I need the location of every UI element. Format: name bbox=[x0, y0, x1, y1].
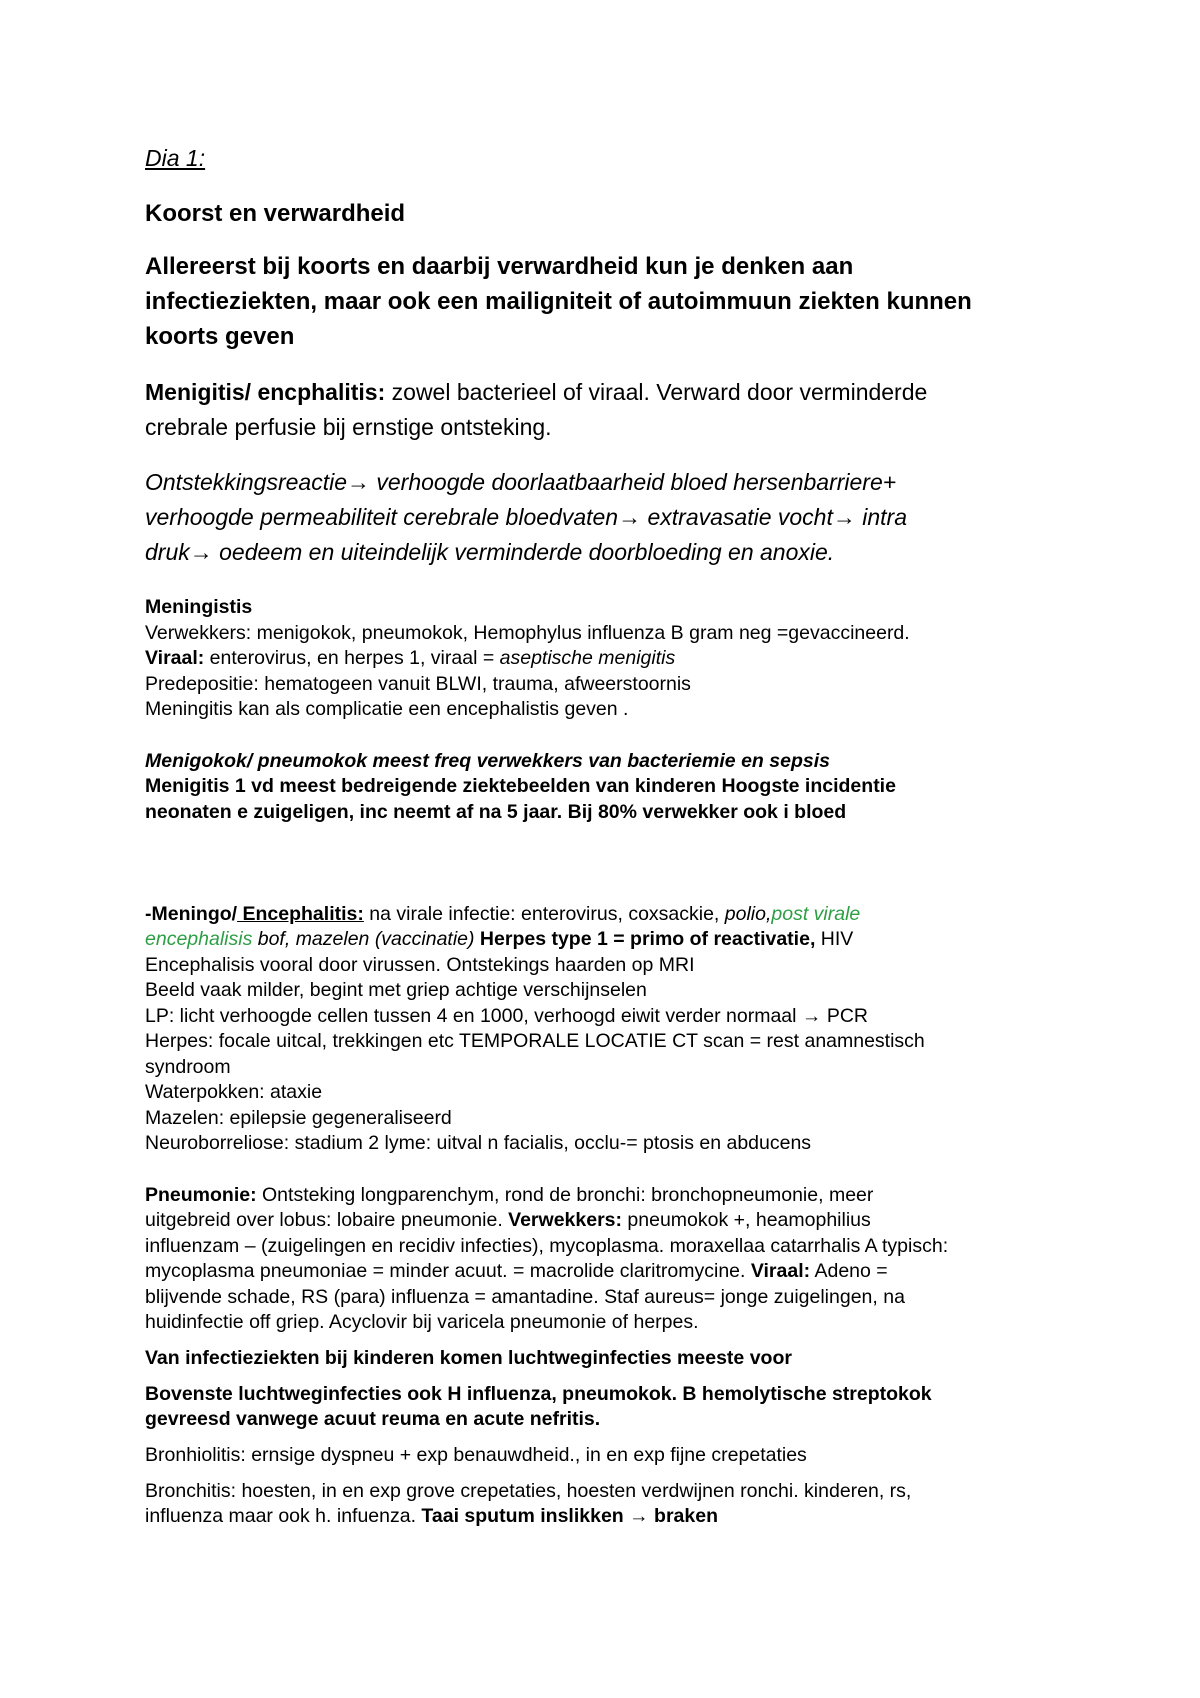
viraal-label: Viraal: bbox=[145, 647, 205, 669]
arrow-right-icon: → bbox=[618, 504, 642, 530]
encephalitis-line-9: Mazelen: epilepsie gegeneraliseerd bbox=[145, 1107, 452, 1129]
pathway-line-2 bbox=[145, 499, 907, 535]
pneumonie-text: mycoplasma pneumoniae = minder acuut. = macrolide claritromycine. bbox=[145, 1260, 751, 1282]
bronchitis-text: influenza maar ook h. infuenza. bbox=[145, 1505, 422, 1527]
encephalitis-line-8: Waterpokken: ataxie bbox=[145, 1081, 323, 1103]
pneumonie-line-2 bbox=[145, 1208, 871, 1234]
encephalitis-line-10: Neuroborreliose: stadium 2 lyme: uitval n facialis, occlu-= ptosis en abducens bbox=[145, 1132, 812, 1154]
pathway-text: verhoogde doorlaatbaarheid bloed hersenbarriere+ bbox=[369, 469, 897, 495]
bronchitis-line-2 bbox=[145, 1504, 718, 1530]
encephalitis-line-7: syndroom bbox=[145, 1056, 231, 1078]
menigitis-line-1 bbox=[145, 374, 927, 410]
pneumonie-text: Adeno = bbox=[810, 1260, 888, 1282]
meningitis-viraal bbox=[145, 646, 675, 672]
meningitis-complicatie: Meningitis kan als complicatie een encephalistis geven . bbox=[145, 698, 629, 720]
document-title: Koorst en verwardheid bbox=[145, 200, 406, 227]
pathway-text: Ontstekkingsreactie bbox=[145, 469, 347, 495]
pathway-text: verhoogde permeabiliteit cerebrale bloedvaten bbox=[145, 504, 619, 530]
viraal-label: Viraal: bbox=[750, 1260, 811, 1282]
meningitis-predepositie: Predepositie: hematogeen vanuit BLWI, trauma, afweerstoornis bbox=[145, 673, 691, 695]
pathway-line-3 bbox=[145, 534, 834, 570]
encephalitis-prefix: -Meningo/ bbox=[145, 903, 238, 925]
arrow-right-icon: → bbox=[346, 469, 370, 495]
arrow-right-icon: → bbox=[801, 1005, 822, 1027]
encephalitis-term: Encephalitis: bbox=[237, 903, 364, 925]
braken-text: braken bbox=[648, 1505, 718, 1527]
menigitis-line-2: crebrale perfusie bij ernstige ontsteking. bbox=[145, 414, 552, 440]
bronchitis-bold: Taai sputum inslikken bbox=[421, 1505, 630, 1527]
hiv-text: HIV bbox=[815, 928, 854, 950]
intro-line-3: koorts geven bbox=[145, 323, 295, 350]
pathway-text: extravasatie vocht bbox=[641, 504, 833, 530]
lp-text: LP: licht verhoogde cellen tussen 4 en 1000, verhoogd eiwit verder normaal bbox=[145, 1005, 802, 1027]
bacteriemie-line-2: Menigitis 1 vd meest bedreigende ziektebeelden van kinderen Hoogste incidentie bbox=[145, 775, 896, 797]
encephalitis-line-1 bbox=[145, 902, 860, 928]
lp-end: PCR bbox=[821, 1005, 868, 1027]
bronchitis-line-1: Bronchitis: hoesten, in en exp grove crepetaties, hoesten verdwijnen ronchi. kinderen, rs, bbox=[145, 1480, 912, 1502]
pneumonie-line-6: huidinfectie off griep. Acyclovir bij varicela pneumonie of herpes. bbox=[145, 1311, 699, 1333]
slide-label: Dia 1: bbox=[145, 145, 206, 171]
encephalitis-line-2 bbox=[145, 927, 853, 953]
herpes-text: Herpes type 1 = primo of reactivatie, bbox=[474, 928, 816, 950]
viraal-text: enterovirus, en herpes 1, viraal = bbox=[204, 647, 500, 669]
intro-line-1: Allereerst bij koorts en daarbij verwardheid kun je denken aan bbox=[145, 253, 854, 280]
encephalitis-line-4: Beeld vaak milder, begint met griep achtige verschijnselen bbox=[145, 979, 647, 1001]
pathway-line-1 bbox=[145, 464, 896, 500]
encephalitis-lp-line bbox=[145, 1004, 868, 1030]
menigitis-term: Menigitis/ encphalitis: bbox=[145, 379, 386, 405]
pneumonie-label: Pneumonie: bbox=[145, 1184, 257, 1206]
bacteriemie-line-3: neonaten e zuigeligen, inc neemt af na 5 jaar. Bij 80% verwekker ook i bloed bbox=[145, 801, 847, 823]
pneumonie-text: pneumokok +, heamophilius bbox=[622, 1209, 871, 1231]
luchtweg-line-2: Bovenste luchtweginfecties ook H influenza, pneumokok. B hemolytische streptokok bbox=[145, 1383, 932, 1405]
meningitis-verwekkers: Verwekkers: menigokok, pneumokok, Hemophylus influenza B gram neg =gevaccineerd. bbox=[145, 622, 910, 644]
pneumonie-line-1 bbox=[145, 1183, 873, 1209]
verwekkers-label: Verwekkers: bbox=[508, 1209, 622, 1231]
bof-mazelen-text: bof, mazelen (vaccinatie) bbox=[252, 928, 475, 950]
luchtweg-line-3: gevreesd vanwege acuut reuma en acute nefritis. bbox=[145, 1408, 601, 1430]
bronhiolitis-line: Bronhiolitis: ernsige dyspneu + exp benauwdheid., in en exp fijne crepetaties bbox=[145, 1444, 807, 1466]
encephalitis-text: na virale infectie: enterovirus, coxsackie, bbox=[363, 903, 725, 925]
arrow-right-icon: → bbox=[189, 539, 213, 565]
polio-text: polio, bbox=[724, 903, 772, 925]
bacteriemie-line-1: Menigokok/ pneumokok meest freq verwekkers van bacteriemie en sepsis bbox=[145, 750, 830, 772]
pneumonie-line-5: blijvende schade, RS (para) influenza = amantadine. Staf aureus= jonge zuigelingen, na bbox=[145, 1286, 905, 1308]
pneumonie-text: uitgebreid over lobus: lobaire pneumonie. bbox=[145, 1209, 509, 1231]
pneumonie-line-4 bbox=[145, 1259, 888, 1285]
viraal-italic: aseptische menigitis bbox=[499, 647, 676, 669]
pneumonie-text: Ontsteking longparenchym, rond de bronchi: bronchopneumonie, meer bbox=[256, 1184, 874, 1206]
pathway-text: intra bbox=[855, 504, 907, 530]
intro-line-2: infectieziekten, maar ook een mailigniteit of autoimmuun ziekten kunnen bbox=[145, 288, 972, 315]
arrow-right-icon: → bbox=[629, 1505, 649, 1527]
pneumonie-line-3: influenzam – (zuigelingen en recidiv infecties), mycoplasma. moraxellaa catarrhalis A typisch: bbox=[145, 1235, 949, 1257]
pathway-text: oedeem en uiteindelijk verminderde doorbloeding en anoxie. bbox=[212, 539, 835, 565]
post-virale-text: post virale bbox=[771, 903, 861, 925]
encephalitis-line-3: Encephalisis vooral door virussen. Ontstekings haarden op MRI bbox=[145, 954, 695, 976]
menigitis-line-1-text: zowel bacterieel of viraal. Verward door verminderde bbox=[385, 379, 928, 405]
pathway-text: druk bbox=[145, 539, 190, 565]
arrow-right-icon: → bbox=[832, 504, 856, 530]
meningitis-title: Meningistis bbox=[145, 596, 253, 618]
encephalitis-line-6: Herpes: focale uitcal, trekkingen etc TEMPORALE LOCATIE CT scan = rest anamnestisch bbox=[145, 1030, 925, 1052]
luchtweg-line-1: Van infectieziekten bij kinderen komen luchtweginfecties meeste voor bbox=[145, 1347, 792, 1369]
encephalisis-text: encephalisis bbox=[145, 928, 253, 950]
